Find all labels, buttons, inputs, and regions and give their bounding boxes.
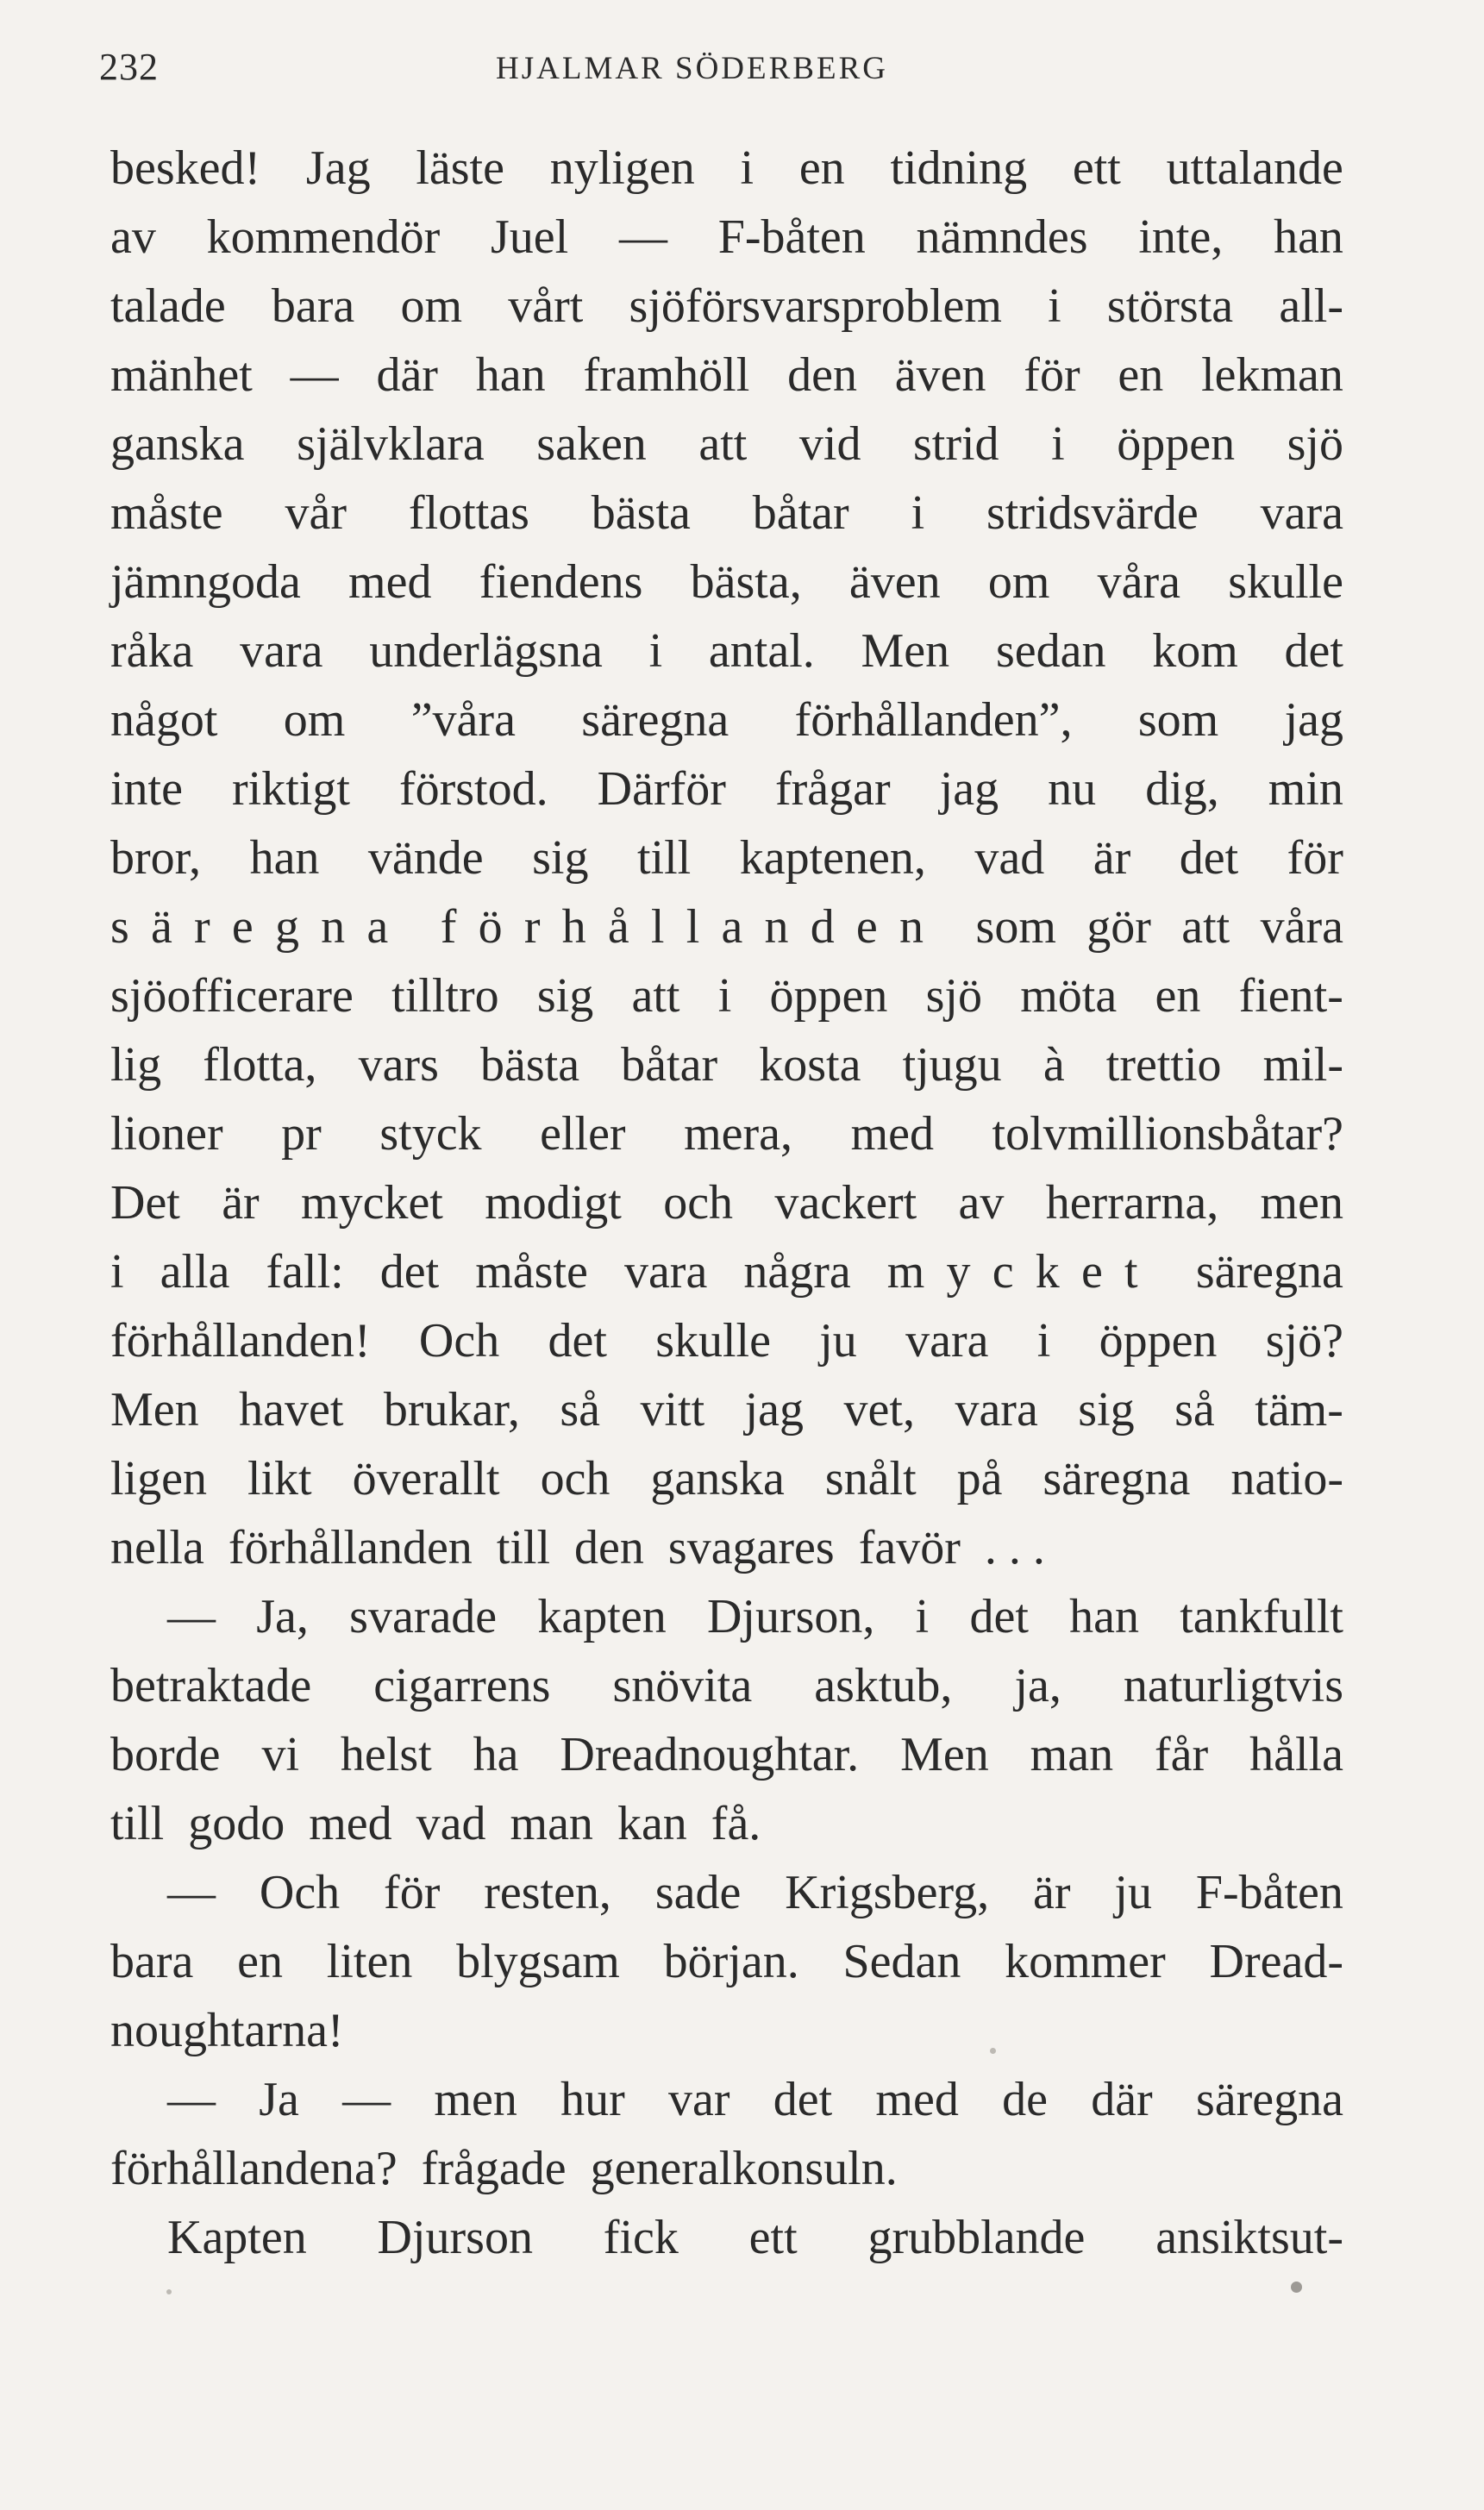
- word: det: [1284, 624, 1343, 678]
- word: kom: [1152, 624, 1238, 678]
- word: underlägsna: [369, 624, 603, 678]
- word: och: [663, 1176, 734, 1230]
- word: kosta: [759, 1038, 861, 1092]
- word: tankfullt: [1180, 1590, 1343, 1643]
- word: förhållanden: [440, 900, 946, 954]
- word: med: [348, 555, 432, 609]
- word: bästa: [591, 486, 691, 540]
- word: vara: [1260, 486, 1343, 540]
- word: hålla: [1249, 1728, 1343, 1781]
- word: säregna: [110, 900, 410, 954]
- text-line: [110, 1444, 1343, 1513]
- word: med: [850, 1107, 934, 1161]
- word: vara: [905, 1314, 989, 1368]
- word: en: [1118, 348, 1164, 402]
- word: natio-: [1230, 1452, 1343, 1505]
- word: mera,: [684, 1107, 793, 1161]
- word: råka: [110, 624, 194, 678]
- word: Djurson: [377, 2211, 533, 2264]
- word: början.: [663, 1935, 799, 1988]
- word: godo: [188, 1797, 285, 1850]
- word: Men: [110, 1383, 199, 1437]
- word: ansiktsut-: [1155, 2211, 1343, 2264]
- word: ju: [1114, 1866, 1152, 1919]
- text-line: [110, 1099, 1343, 1168]
- word: båtar: [621, 1038, 718, 1092]
- word: modigt: [485, 1176, 622, 1230]
- text-line: [110, 1237, 1343, 1306]
- word: han: [1274, 210, 1343, 264]
- word: Ja,: [256, 1590, 309, 1643]
- word: i: [1051, 417, 1065, 471]
- word: lig: [110, 1038, 162, 1092]
- text-line: [110, 1927, 1343, 1996]
- word: jag: [939, 762, 999, 816]
- text-line: [110, 410, 1343, 479]
- word: betraktade: [110, 1659, 312, 1712]
- word: säregna: [581, 693, 729, 747]
- word: nyligen: [549, 141, 695, 195]
- word: förhållanden”,: [794, 693, 1073, 747]
- word: måste: [110, 486, 223, 540]
- word: en: [1155, 969, 1201, 1023]
- word: det: [1179, 831, 1239, 885]
- word: fient-: [1238, 969, 1343, 1023]
- word: självklara: [297, 417, 485, 471]
- word: kan: [617, 1797, 687, 1850]
- text-line: [110, 892, 1343, 961]
- word: favör: [858, 1521, 961, 1574]
- text-line: [110, 1582, 1343, 1651]
- word: kaptenen,: [739, 831, 926, 885]
- word: Och: [418, 1314, 500, 1368]
- text-line: [110, 2134, 1343, 2203]
- text-line: [110, 1789, 1343, 1858]
- text-line: [110, 1513, 1343, 1582]
- word: största: [1106, 279, 1234, 333]
- word: vackert: [774, 1176, 917, 1230]
- word: ett: [1072, 141, 1121, 195]
- text-line: [110, 203, 1343, 272]
- word: kommer: [1005, 1935, 1166, 1988]
- word: vitt: [640, 1383, 705, 1437]
- word: vände: [367, 831, 484, 885]
- word: i: [911, 486, 925, 540]
- word: förstod.: [398, 762, 548, 816]
- word: resten,: [484, 1866, 611, 1919]
- word: inte: [110, 762, 183, 816]
- text-line: [110, 341, 1343, 410]
- word: strid: [913, 417, 999, 471]
- text-line: [110, 134, 1343, 203]
- word: bästa: [479, 1038, 580, 1092]
- paper-speck: [990, 2048, 996, 2054]
- word: våra: [1260, 900, 1343, 954]
- word: nella: [110, 1521, 204, 1574]
- word: mänhet: [110, 348, 253, 402]
- word: det: [548, 1314, 607, 1368]
- word: gör: [1086, 900, 1151, 954]
- word: Kapten: [167, 2211, 307, 2264]
- word: är: [1093, 831, 1131, 885]
- word: flottas: [408, 486, 529, 540]
- word: generalkonsuln.: [590, 2142, 898, 2195]
- word: bara: [110, 1935, 194, 1988]
- word: i: [1048, 279, 1061, 333]
- word: tjugu: [902, 1038, 1002, 1092]
- word: han: [1069, 1590, 1139, 1643]
- text-line: [110, 272, 1343, 341]
- word: sjö?: [1265, 1314, 1343, 1368]
- word: vet,: [843, 1383, 915, 1437]
- word: vars: [358, 1038, 439, 1092]
- word: det: [969, 1590, 1029, 1643]
- word: mycket: [301, 1176, 443, 1230]
- word: av: [958, 1176, 1005, 1230]
- word: i: [1036, 1314, 1051, 1368]
- word: sig: [536, 969, 594, 1023]
- word: framhöll: [583, 348, 750, 402]
- word: tolvmillionsbåtar?: [992, 1107, 1343, 1161]
- running-head: HJALMAR SÖDERBERG: [496, 51, 888, 86]
- word: och: [540, 1452, 611, 1505]
- word: öppen: [769, 969, 888, 1023]
- text-line: [110, 1306, 1343, 1375]
- text-line: [110, 1720, 1343, 1789]
- word: där: [1091, 2073, 1153, 2126]
- word: sig: [532, 831, 589, 885]
- word: grubblande: [867, 2211, 1086, 2264]
- word: min: [1268, 762, 1343, 816]
- text-line: [110, 548, 1343, 617]
- word: är: [222, 1176, 260, 1230]
- word: möta: [1020, 969, 1118, 1023]
- word: saken: [536, 417, 647, 471]
- word: à: [1043, 1038, 1065, 1092]
- word: för: [1024, 348, 1080, 402]
- word: ligen: [110, 1452, 207, 1505]
- word: några: [743, 1245, 851, 1299]
- text-line: [110, 617, 1343, 685]
- word: svagares: [667, 1521, 835, 1574]
- text-line: [110, 685, 1343, 754]
- word: ha: [473, 1728, 519, 1781]
- word: vår: [285, 486, 348, 540]
- word: var: [667, 2073, 730, 2126]
- word: läste: [416, 141, 504, 195]
- word: svarade: [349, 1590, 498, 1643]
- word: bästa,: [690, 555, 802, 609]
- word: lekman: [1201, 348, 1343, 402]
- word: sjöförsvarsproblem: [629, 279, 1002, 333]
- word: skulle: [1228, 555, 1343, 609]
- word: frågar: [774, 762, 891, 816]
- word: täm-: [1255, 1383, 1343, 1437]
- word: öppen: [1117, 417, 1236, 471]
- word: mil-: [1262, 1038, 1343, 1092]
- word: han: [475, 348, 546, 402]
- body-text: [110, 134, 1343, 2272]
- word: öppen: [1099, 1314, 1218, 1368]
- word: man: [1030, 1728, 1114, 1781]
- word: en: [798, 141, 845, 195]
- word: i: [717, 969, 732, 1023]
- word: säregna: [1043, 1452, 1191, 1505]
- word: det: [773, 2073, 833, 2126]
- word: med: [875, 2073, 959, 2126]
- word: vara: [240, 624, 323, 678]
- text-line: [110, 1996, 1343, 2065]
- word: noughtarna!: [110, 2004, 344, 2057]
- word: naturligtvis: [1123, 1659, 1343, 1712]
- word: Jag: [305, 141, 371, 195]
- word: som: [1137, 693, 1219, 747]
- word: ett: [748, 2211, 798, 2264]
- word: frågade: [421, 2142, 567, 2195]
- word: det: [379, 1245, 440, 1299]
- word: sig: [1078, 1383, 1135, 1437]
- word: Ja: [259, 2073, 299, 2126]
- text-line: [110, 2065, 1343, 2134]
- page-number: 232: [99, 46, 159, 88]
- word: pr: [281, 1107, 322, 1161]
- word: ganska: [110, 417, 245, 471]
- word: liten: [326, 1935, 413, 1988]
- word: sade: [654, 1866, 742, 1919]
- text-line: [110, 1030, 1343, 1099]
- word: Därför: [597, 762, 726, 816]
- word: styck: [379, 1107, 482, 1161]
- word: snövita: [612, 1659, 753, 1712]
- word: fick: [603, 2211, 679, 2264]
- word: fiendens: [479, 555, 643, 609]
- word: —: [167, 2073, 216, 2126]
- word: Juel: [490, 210, 569, 264]
- word: han: [249, 831, 320, 885]
- text-line: [110, 1168, 1343, 1237]
- word: men: [1260, 1176, 1343, 1230]
- word: jag: [744, 1383, 805, 1437]
- word: snålt: [824, 1452, 917, 1505]
- word: vad: [416, 1797, 486, 1850]
- word: F-båten: [1195, 1866, 1343, 1919]
- word: med: [309, 1797, 392, 1850]
- word: sjöofficerare: [110, 969, 354, 1023]
- word: överallt: [352, 1452, 500, 1505]
- word: mycket: [886, 1245, 1160, 1299]
- word: Krigsberg,: [785, 1866, 990, 1919]
- word: uttalande: [1166, 141, 1343, 195]
- word: sjö: [1287, 417, 1343, 471]
- word: tidning: [890, 141, 1028, 195]
- word: —: [290, 348, 339, 402]
- word: förhållanden: [228, 1521, 473, 1574]
- text-line: [110, 961, 1343, 1030]
- word: om: [987, 555, 1050, 609]
- word: säregna: [1195, 1245, 1343, 1299]
- word: för: [1287, 831, 1343, 885]
- word: vårt: [508, 279, 584, 333]
- word: även: [894, 348, 986, 402]
- word: få.: [711, 1797, 761, 1850]
- word: i: [648, 624, 663, 678]
- word: båtar: [752, 486, 849, 540]
- word: fall:: [266, 1245, 344, 1299]
- word: där: [376, 348, 438, 402]
- word: jag: [1284, 693, 1343, 747]
- word: helst: [340, 1728, 432, 1781]
- word: —: [167, 1590, 216, 1643]
- word: blygsam: [456, 1935, 620, 1988]
- word: måste: [475, 1245, 588, 1299]
- word: nu: [1048, 762, 1097, 816]
- word: men: [434, 2073, 517, 2126]
- word: en: [237, 1935, 283, 1988]
- word: brukar,: [383, 1383, 520, 1437]
- word: att: [631, 969, 680, 1023]
- word: Djurson,: [706, 1590, 875, 1643]
- word: vara: [955, 1383, 1038, 1437]
- word: är: [1033, 1866, 1071, 1919]
- word: asktub,: [814, 1659, 953, 1712]
- word: den: [787, 348, 857, 402]
- word: lioner: [110, 1107, 223, 1161]
- word: kapten: [537, 1590, 667, 1643]
- word: Men: [861, 624, 950, 678]
- word: . . .: [984, 1521, 1045, 1574]
- word: i: [740, 141, 755, 195]
- word: till: [110, 1797, 165, 1850]
- word: att: [1181, 900, 1230, 954]
- text-line: [110, 1858, 1343, 1927]
- paper-speck: [166, 2289, 172, 2294]
- word: ja,: [1014, 1659, 1061, 1712]
- word: något: [110, 693, 218, 747]
- word: sjö: [925, 969, 982, 1023]
- word: om: [400, 279, 463, 333]
- word: stridsvärde: [986, 486, 1199, 540]
- text-line: [110, 1375, 1343, 1444]
- word: likt: [247, 1452, 312, 1505]
- word: vid: [798, 417, 861, 471]
- word: man: [510, 1797, 593, 1850]
- word: antal.: [708, 624, 815, 678]
- word: dig,: [1145, 762, 1219, 816]
- word: hur: [560, 2073, 625, 2126]
- word: även: [848, 555, 941, 609]
- word: ”våra: [410, 693, 516, 747]
- page-header: [99, 45, 1393, 105]
- word: vara: [623, 1245, 708, 1299]
- word: besked!: [110, 141, 261, 195]
- word: talade: [110, 279, 226, 333]
- word: får: [1155, 1728, 1209, 1781]
- word: ganska: [650, 1452, 785, 1505]
- word: —: [618, 210, 667, 264]
- word: skulle: [655, 1314, 771, 1368]
- word: i: [110, 1245, 124, 1299]
- word: jämngoda: [110, 555, 301, 609]
- text-line: [110, 2203, 1343, 2272]
- word: bror,: [110, 831, 202, 885]
- word: Och: [259, 1866, 341, 1919]
- word: Dread-: [1209, 1935, 1343, 1988]
- word: trettio: [1105, 1038, 1222, 1092]
- word: säregna: [1195, 2073, 1343, 2126]
- word: av: [110, 210, 156, 264]
- word: förhållandena?: [110, 2142, 398, 2195]
- word: förhållanden!: [110, 1314, 371, 1368]
- word: de: [1002, 2073, 1048, 2126]
- word: vi: [261, 1728, 299, 1781]
- word: all-: [1279, 279, 1343, 333]
- text-line: [110, 1651, 1343, 1720]
- word: kommendör: [206, 210, 441, 264]
- text-line: [110, 754, 1343, 823]
- word: för: [384, 1866, 441, 1919]
- word: Sedan: [842, 1935, 961, 1988]
- word: cigarrens: [373, 1659, 551, 1712]
- word: borde: [110, 1728, 221, 1781]
- word: —: [342, 2073, 391, 2126]
- text-line: [110, 823, 1343, 892]
- word: tilltro: [391, 969, 499, 1023]
- word: ju: [819, 1314, 857, 1368]
- word: riktigt: [232, 762, 350, 816]
- word: eller: [540, 1107, 626, 1161]
- word: på: [956, 1452, 1003, 1505]
- word: nämndes: [916, 210, 1088, 264]
- word: Dreadnoughtar.: [560, 1728, 860, 1781]
- word: flotta,: [203, 1038, 317, 1092]
- word: inte,: [1138, 210, 1224, 264]
- word: till: [637, 831, 692, 885]
- paper-speck: [1291, 2282, 1302, 2293]
- word: om: [283, 693, 346, 747]
- text-line: [110, 479, 1343, 548]
- word: Det: [110, 1176, 180, 1230]
- word: herrarna,: [1045, 1176, 1219, 1230]
- word: så: [560, 1383, 600, 1437]
- word: sedan: [995, 624, 1106, 678]
- word: bara: [271, 279, 355, 333]
- word: som: [975, 900, 1056, 954]
- word: —: [167, 1866, 216, 1919]
- word: i: [915, 1590, 930, 1643]
- word: att: [698, 417, 748, 471]
- word: så: [1174, 1383, 1215, 1437]
- word: F-båten: [717, 210, 866, 264]
- word: den: [574, 1521, 644, 1574]
- word: vad: [974, 831, 1045, 885]
- word: våra: [1097, 555, 1180, 609]
- word: alla: [160, 1245, 230, 1299]
- word: havet: [239, 1383, 344, 1437]
- word: Men: [900, 1728, 989, 1781]
- word: till: [496, 1521, 551, 1574]
